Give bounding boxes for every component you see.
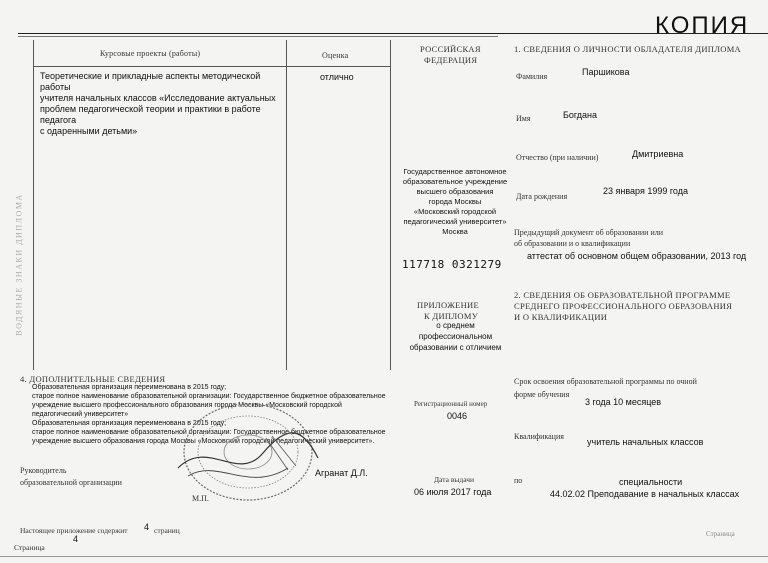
program-heading-line: 2. СВЕДЕНИЯ ОБ ОБРАЗОВАТЕЛЬНОЙ ПРОГРАММЕ <box>514 290 731 300</box>
page-number-left: 4 <box>73 534 79 544</box>
additional-line: старое полное наименование образовательной организации: Государственное бюджетное образовательное <box>32 393 386 400</box>
stamp-mp-label: М.П. <box>192 494 209 503</box>
qualification-value: учитель начальных классов <box>587 437 704 447</box>
surname-value: Паршикова <box>582 67 630 77</box>
additional-line: старое полное наименование образовательной организации: Государственное бюджетное образовательное <box>32 429 386 436</box>
col-header-grade: Оценка <box>322 51 349 60</box>
appendix-subtitle-line: профессиональном <box>418 332 493 341</box>
issue-date-label: Дата выдачи <box>434 475 475 484</box>
by-label: по <box>514 476 523 485</box>
institution-line: педагогический университет» <box>403 217 507 226</box>
surname-label: Фамилия <box>516 72 548 81</box>
project-title-line: с одаренными детьми» <box>40 126 138 136</box>
birth-date-label: Дата рождения <box>516 192 568 201</box>
qualification-label: Квалификация <box>514 432 564 441</box>
pages-word: страниц <box>154 526 180 535</box>
additional-line: учреждение высшего профессионального образования города Москвы «Московский городской <box>32 402 342 409</box>
additional-line: Образовательная организация переименована в 2015 году; <box>32 420 227 427</box>
top-rule-thin <box>18 36 498 37</box>
institution-line: «Московский городской <box>413 207 497 216</box>
additional-line: Образовательная организация переименована в 2015 году; <box>32 384 227 391</box>
page-label-right: Страница <box>706 530 735 538</box>
term-label-1: Срок освоения образовательной программы по очной <box>514 377 697 386</box>
first-name-label: Имя <box>516 114 531 123</box>
table-header-rule <box>33 66 390 67</box>
additional-heading: 4. ДОПОЛНИТЕЛЬНЫЕ СВЕДЕНИЯ <box>20 374 166 384</box>
col-header-projects: Курсовые проекты (работы) <box>100 49 201 58</box>
left-panel-right-border <box>390 40 391 370</box>
head-label-line-1: Руководитель <box>20 466 67 475</box>
institution-line: Москва <box>442 227 468 236</box>
term-label-2: форме обучения <box>514 390 570 399</box>
copy-stamp: КОПИЯ <box>655 12 750 39</box>
country-line-1: РОССИЙСКАЯ <box>420 44 481 54</box>
margin-vertical-text: ВОДЯНЫЕ ЗНАКИ ДИПЛОМА <box>14 193 24 336</box>
pages-count-label: Настоящее приложение содержит <box>20 526 128 535</box>
additional-line: педагогический университет» <box>32 411 129 418</box>
bottom-edge-rule <box>0 556 768 557</box>
program-heading-line: СРЕДНЕГО ПРОФЕССИОНАЛЬНОГО ОБРАЗОВАНИЯ <box>514 301 733 311</box>
birth-date-value: 23 января 1999 года <box>603 186 688 196</box>
prev-doc-label-2: об образовании и о квалификации <box>514 239 631 248</box>
appendix-subtitle-line: образовании с отличием <box>409 343 502 352</box>
project-title-line: учителя начальных классов «Исследование актуальных <box>40 93 276 103</box>
specialty-label: специальности <box>619 477 683 487</box>
pages-count: 4 <box>144 522 150 532</box>
term-value: 3 года 10 месяцев <box>585 397 662 407</box>
project-title-line: проблем педагогической теории и практики в работе педагога <box>40 104 261 125</box>
head-label-line-2: образовательной организации <box>20 478 122 487</box>
program-heading-line: И О КВАЛИФИКАЦИИ <box>514 312 608 322</box>
additional-line: учреждение высшего образования города Москвы «Московский городской педагогический университет». <box>32 438 375 445</box>
institution-line: города Москвы <box>428 197 482 206</box>
prev-doc-label-1: Предыдущий документ об образовании или <box>514 228 664 237</box>
personal-heading: 1. СВЕДЕНИЯ О ЛИЧНОСТИ ОБЛАДАТЕЛЯ ДИПЛОМА <box>514 44 741 54</box>
institution-line: высшего образования <box>416 187 494 196</box>
project-title-line: Теоретические и прикладные аспекты методической работы <box>40 71 261 92</box>
specialty-value: 44.02.02 Преподавание в начальных классах <box>550 489 740 499</box>
issue-date: 06 июля 2017 года <box>414 487 492 497</box>
page-label-left: Страница <box>14 543 45 552</box>
appendix-heading-1: ПРИЛОЖЕНИЕ <box>417 300 479 310</box>
institution-line: Государственное автономное <box>403 167 507 176</box>
project-grade: отлично <box>320 72 354 82</box>
project-title <box>40 71 290 137</box>
diploma-serial-number: 117718 0321279 <box>402 258 502 271</box>
appendix-subtitle-line: о среднем <box>436 321 475 330</box>
appendix-heading-2: К ДИПЛОМУ <box>424 311 479 321</box>
institution-line: образовательное учреждение <box>402 177 508 186</box>
patronymic-value: Дмитриевна <box>632 149 684 159</box>
country-line-2: ФЕДЕРАЦИЯ <box>424 55 478 65</box>
first-name-value: Богдана <box>563 110 598 120</box>
prev-doc-value: аттестат об основном общем образовании, 2013 год <box>527 251 747 261</box>
institution-seal-icon <box>168 398 324 508</box>
head-name: Агранат Д.Л. <box>315 468 368 478</box>
reg-number-label: Регистрационный номер <box>414 400 488 408</box>
appendix-subtitle <box>398 320 513 353</box>
institution-block <box>395 167 515 237</box>
reg-number: 0046 <box>447 411 468 421</box>
left-panel-border <box>33 40 34 370</box>
program-heading <box>514 290 732 323</box>
patronymic-label: Отчество (при наличии) <box>516 153 599 162</box>
